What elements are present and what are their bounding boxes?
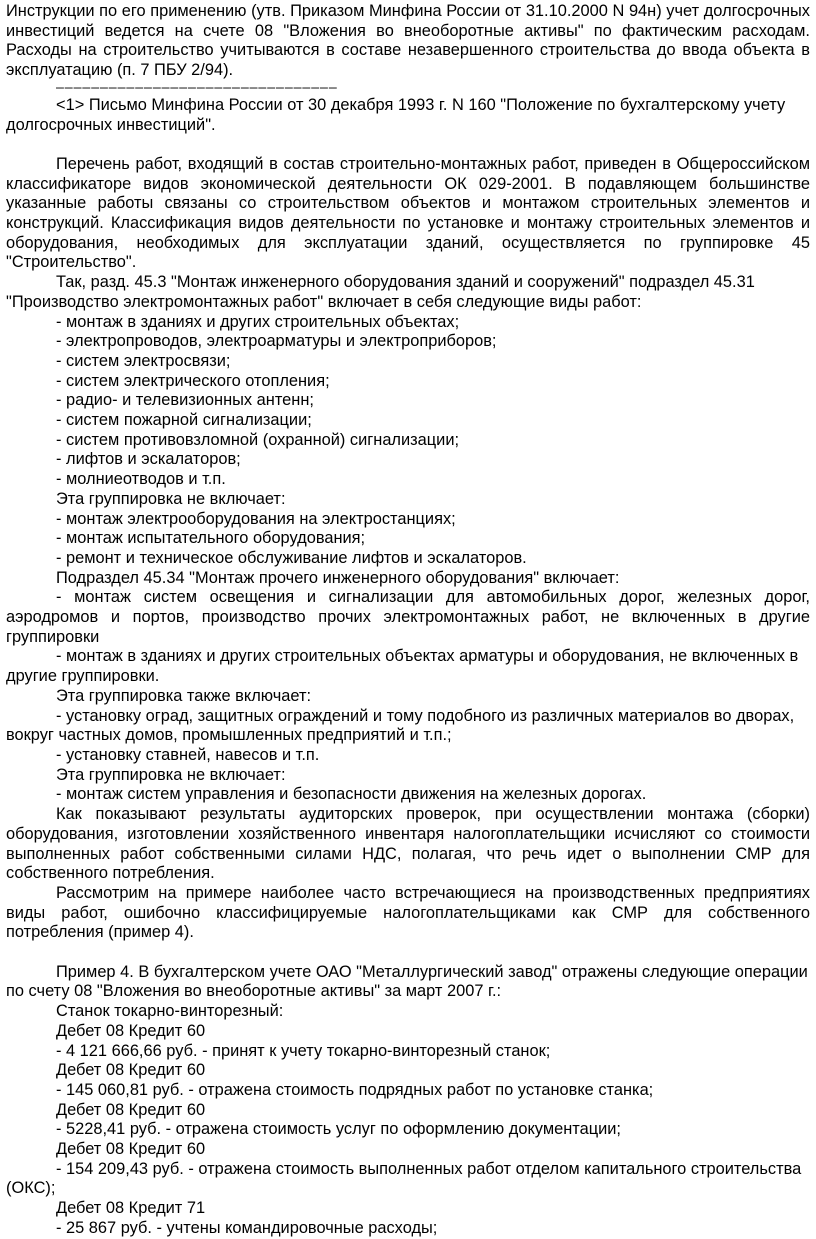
list-item: - радио- и телевизионных антенн; — [56, 391, 314, 410]
example-line: Дебет 08 Кредит 60 — [56, 1061, 206, 1080]
exclusion-item: - монтаж систем управления и безопасности движения на железных дорогах. — [56, 785, 647, 804]
section-4534-item: - монтаж систем освещения и сигнализации для автомобильных дорог, железных дорог, аэродромов и портов, производство прочих электромонтажных работ, не включенных в другие группировки — [6, 588, 810, 646]
section-4534-paragraph: Подраздел 45.34 "Монтаж прочего инженерного оборудования" включает: — [56, 568, 620, 587]
example-line: Дебет 08 Кредит 60 — [56, 1140, 206, 1159]
list-item: - монтаж испытательного оборудования; — [56, 529, 366, 548]
inclusion-label: Эта группировка также включает: — [56, 686, 312, 705]
exclusion-list — [6, 510, 810, 569]
blank-line — [6, 943, 810, 963]
section-4531-list — [6, 313, 810, 490]
inclusion-item: - установку ставней, навесов и т.п. — [56, 746, 320, 764]
exclusion-label: Эта группировка не включает: — [56, 489, 286, 508]
list-item: - систем электрического отопления; — [56, 371, 330, 390]
list-item: - систем электросвязи; — [56, 351, 231, 370]
list-item: - систем пожарной сигнализации; — [56, 411, 312, 430]
inclusion-item: - установку оград, защитных ограждений и тому подобного из различных материалов во дворах, вокруг частных домов, промышленных предприятий и т.п.; — [6, 706, 795, 745]
example-intro: Пример 4. В бухгалтерском учете ОАО "Металлургический завод" отражены следующие операции по счету 08 "Вложения во внеоборотные активы" за март 2007 г.: — [6, 962, 808, 1001]
okved-paragraph: Перечень работ, входящий в состав строительно-монтажных работ, приведен в Общероссийском классификаторе видов экономической деятельности ОК 029-2001. В подавляющем большинстве указанные работы связаны со строительством объектов и монтажом строительных элементов и конструкций. Классификация видов деятельности по установке и монтажу строительных элементов и оборудования, необходимых для эксплуатации зданий, осуществляется по группировке 45 "Строительство". — [6, 154, 810, 272]
example-line: Дебет 08 Кредит 60 — [56, 1021, 206, 1040]
list-item: - монтаж в зданиях и других строительных объектах; — [56, 312, 460, 331]
list-item: - электропроводов, электроарматуры и электроприборов; — [56, 332, 497, 351]
blank-line — [6, 135, 810, 155]
example-line: - 145 060,81 руб. - отражена стоимость подрядных работ по установке станка; — [56, 1080, 654, 1099]
example-entries — [6, 1002, 810, 1238]
footnote-separator: ──────────────────────────────── — [56, 81, 338, 96]
consider-paragraph: Рассмотрим на примере наиболее часто встречающиеся на производственных предприятиях виды работ, ошибочно классифицируемые налогоплательщиками как СМР для собственного потребления (пример 4). — [6, 883, 810, 942]
example-line: - 4 121 666,66 руб. - принят к учету токарно-винторезный станок; — [56, 1041, 551, 1060]
example-line: Дебет 08 Кредит 71 — [56, 1199, 206, 1218]
section-4531-paragraph: Так, разд. 45.3 "Монтаж инженерного оборудования зданий и сооружений" подраздел 45.31 "Производство электромонтажных работ" включает в себя следующие виды работ: — [6, 273, 755, 311]
list-item: - ремонт и техническое обслуживание лифтов и эскалаторов. — [56, 548, 527, 567]
example-line: - 25 867 руб. - учтены командировочные расходы; — [56, 1218, 438, 1237]
intro-paragraph: Инструкции по его применению (утв. Приказом Минфина России от 31.10.2000 N 94н) учет долгосрочных инвестиций ведется на счете 08 "Вложения во внеоборотные активы" по фактическим расходам. Расходы на строительство учитываются в составе незавершенного строительства до ввода объекта в эксплуатацию (п. 7 ПБУ 2/94). — [6, 2, 810, 80]
list-item: - монтаж электрооборудования на электростанциях; — [56, 509, 456, 528]
exclusion-label: Эта группировка не включает: — [56, 765, 286, 784]
list-item: - систем противовзломной (охранной) сигнализации; — [56, 430, 460, 449]
section-4534-item: - монтаж в зданиях и других строительных объектах арматуры и оборудования, не включенных в другие группировки. — [6, 647, 799, 686]
list-item: - лифтов и эскалаторов; — [56, 450, 241, 469]
list-item: - молниеотводов и т.п. — [56, 470, 226, 489]
example-line: Дебет 08 Кредит 60 — [56, 1100, 206, 1119]
audit-paragraph: Как показывают результаты аудиторских проверок, при осуществлении монтажа (сборки) оборудования, изготовлении хозяйственного инвентаря налогоплательщики исчисляют со стоимости выполненных работ собственными силами НДС, полагая, что речь идет о выполнении СМР для собственного потребления. — [6, 805, 810, 883]
example-line: - 154 209,43 руб. - отражена стоимость выполненных работ отделом капитального строительства (ОКС); — [6, 1159, 802, 1198]
example-line: Станок токарно-винторезный: — [56, 1002, 284, 1021]
example-line: - 5228,41 руб. - отражена стоимость услуг по оформлению документации; — [56, 1120, 621, 1139]
footnote-text: <1> Письмо Минфина России от 30 декабря 1993 г. N 160 "Положение по бухгалтерскому учету долгосрочных инвестиций". — [6, 95, 786, 134]
